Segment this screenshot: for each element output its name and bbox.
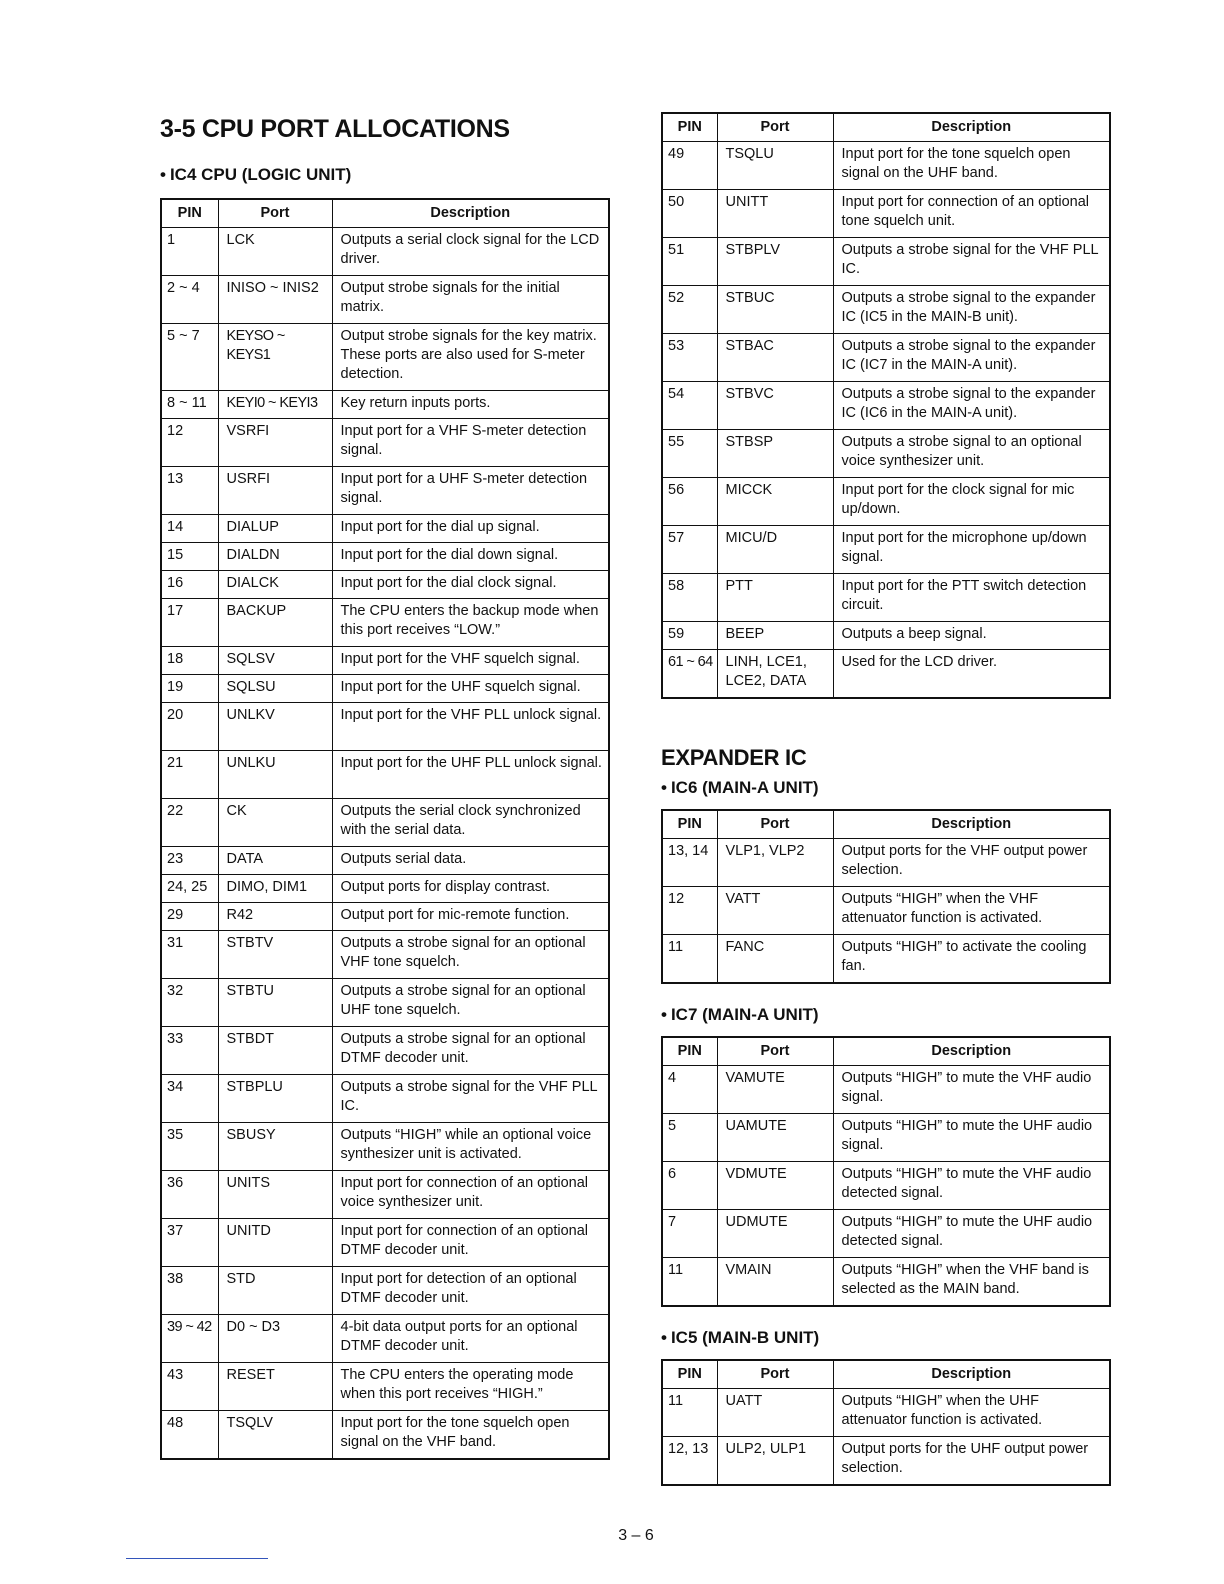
table-row	[161, 1171, 609, 1219]
port-cell: STD	[218, 1267, 332, 1315]
table-row	[662, 574, 1110, 622]
port-cell: MICU/D	[717, 526, 833, 574]
header-port: Port	[218, 199, 332, 228]
description-cell: Input port for the PTT switch detection circuit.	[833, 574, 1110, 622]
description-cell: Outputs a serial clock signal for the LCD driver.	[332, 228, 609, 276]
port-cell: MICCK	[717, 478, 833, 526]
port-cell: LINH, LCE1, LCE2, DATA	[717, 650, 833, 699]
pin-cell: 59	[662, 622, 717, 650]
description-cell: Input port for connection of an optional tone squelch unit.	[833, 190, 1110, 238]
table-header-row	[662, 1037, 1110, 1066]
description-cell: Outputs “HIGH” when the VHF band is selected as the MAIN band.	[833, 1258, 1110, 1307]
port-cell: SBUSY	[218, 1123, 332, 1171]
table-row	[161, 419, 609, 467]
table-row	[161, 675, 609, 703]
table-row	[662, 190, 1110, 238]
pin-cell: 55	[662, 430, 717, 478]
table-row	[662, 382, 1110, 430]
table-row	[662, 142, 1110, 190]
port-cell: VATT	[717, 887, 833, 935]
pin-cell: 57	[662, 526, 717, 574]
ic7-title: • IC7 (MAIN-A UNIT)	[661, 1002, 1111, 1028]
pin-cell: 5 ~ 7	[161, 324, 218, 391]
table-row	[662, 526, 1110, 574]
port-cell: KEYI0 ~ KEYI3	[218, 391, 332, 419]
table-row	[161, 847, 609, 875]
description-cell: Key return inputs ports.	[332, 391, 609, 419]
description-cell: Outputs a beep signal.	[833, 622, 1110, 650]
port-cell: SQLSU	[218, 675, 332, 703]
port-cell: STBDT	[218, 1027, 332, 1075]
description-cell: Outputs serial data.	[332, 847, 609, 875]
description-cell: Outputs a strobe signal to the expander IC (IC7 in the MAIN-A unit).	[833, 334, 1110, 382]
pin-cell: 53	[662, 334, 717, 382]
description-cell: Input port for the dial clock signal.	[332, 571, 609, 599]
footer-divider	[126, 1558, 268, 1559]
table-row	[161, 599, 609, 647]
pin-cell: 1	[161, 228, 218, 276]
port-cell: STBTU	[218, 979, 332, 1027]
pin-cell: 36	[161, 1171, 218, 1219]
table-row	[662, 887, 1110, 935]
pin-cell: 22	[161, 799, 218, 847]
pin-cell: 12, 13	[662, 1437, 717, 1486]
header-description: Description	[833, 1360, 1110, 1389]
table-row	[662, 478, 1110, 526]
table-row	[662, 1066, 1110, 1114]
ic5-table	[661, 1359, 1111, 1486]
ic4-title: • IC4 CPU (LOGIC UNIT)	[160, 162, 610, 188]
pin-cell: 2 ~ 4	[161, 276, 218, 324]
description-cell: Output ports for the UHF output power selection.	[833, 1437, 1110, 1486]
table-row	[161, 1219, 609, 1267]
header-description: Description	[332, 199, 609, 228]
pin-cell: 50	[662, 190, 717, 238]
pin-cell: 8 ~ 11	[161, 391, 218, 419]
pin-cell: 16	[161, 571, 218, 599]
table-row	[161, 324, 609, 391]
port-cell: UNITT	[717, 190, 833, 238]
table-row	[662, 1162, 1110, 1210]
description-cell: Outputs a strobe signal to an optional voice synthesizer unit.	[833, 430, 1110, 478]
description-cell: Output port for mic-remote function.	[332, 903, 609, 931]
description-cell: Output strobe signals for the initial matrix.	[332, 276, 609, 324]
pin-cell: 21	[161, 751, 218, 799]
table-row	[662, 1210, 1110, 1258]
description-cell: Input port for detection of an optional DTMF decoder unit.	[332, 1267, 609, 1315]
table-row	[161, 467, 609, 515]
table-row	[161, 228, 609, 276]
table-row	[161, 799, 609, 847]
table-row	[662, 1437, 1110, 1486]
pin-cell: 56	[662, 478, 717, 526]
pin-cell: 43	[161, 1363, 218, 1411]
header-pin: PIN	[662, 113, 717, 142]
pin-cell: 11	[662, 935, 717, 984]
header-port: Port	[717, 1360, 833, 1389]
description-cell: Outputs “HIGH” to activate the cooling fan.	[833, 935, 1110, 984]
port-cell: SQLSV	[218, 647, 332, 675]
description-cell: Outputs “HIGH” while an optional voice synthesizer unit is activated.	[332, 1123, 609, 1171]
pin-cell: 51	[662, 238, 717, 286]
port-cell: KEYSO ~ KEYS1	[218, 324, 332, 391]
pin-cell: 31	[161, 931, 218, 979]
port-cell: STBTV	[218, 931, 332, 979]
pin-cell: 18	[161, 647, 218, 675]
description-cell: Outputs a strobe signal for the VHF PLL IC.	[833, 238, 1110, 286]
port-cell: DIMO, DIM1	[218, 875, 332, 903]
port-cell: VSRFI	[218, 419, 332, 467]
table-header-row	[662, 810, 1110, 839]
expander-title: EXPANDER IC	[661, 745, 807, 770]
pin-cell: 33	[161, 1027, 218, 1075]
table-row	[161, 1267, 609, 1315]
pin-cell: 48	[161, 1411, 218, 1460]
port-cell: STBAC	[717, 334, 833, 382]
description-cell: 4-bit data output ports for an optional DTMF decoder unit.	[332, 1315, 609, 1363]
description-cell: Input port for the dial down signal.	[332, 543, 609, 571]
pin-cell: 61 ~ 64	[662, 650, 717, 699]
table-row	[161, 571, 609, 599]
port-cell: VMAIN	[717, 1258, 833, 1307]
description-cell: Output ports for the VHF output power selection.	[833, 839, 1110, 887]
table-header-row	[662, 113, 1110, 142]
description-cell: Input port for a VHF S-meter detection signal.	[332, 419, 609, 467]
port-cell: TSQLV	[218, 1411, 332, 1460]
port-cell: VAMUTE	[717, 1066, 833, 1114]
header-description: Description	[833, 113, 1110, 142]
pin-cell: 12	[662, 887, 717, 935]
port-cell: ULP2, ULP1	[717, 1437, 833, 1486]
ic7-table	[661, 1036, 1111, 1307]
description-cell: Input port for the clock signal for mic up/down.	[833, 478, 1110, 526]
description-cell: Input port for the UHF PLL unlock signal.	[332, 751, 609, 799]
port-cell: STBVC	[717, 382, 833, 430]
port-cell: DIALUP	[218, 515, 332, 543]
description-cell: Output ports for display contrast.	[332, 875, 609, 903]
description-cell: Input port for the dial up signal.	[332, 515, 609, 543]
description-cell: Input port for the microphone up/down signal.	[833, 526, 1110, 574]
table-row	[662, 622, 1110, 650]
port-cell: RESET	[218, 1363, 332, 1411]
description-cell: Input port for the tone squelch open signal on the VHF band.	[332, 1411, 609, 1460]
port-cell: R42	[218, 903, 332, 931]
description-cell: Outputs a strobe signal for an optional VHF tone squelch.	[332, 931, 609, 979]
pin-cell: 20	[161, 703, 218, 751]
description-cell: Input port for the VHF squelch signal.	[332, 647, 609, 675]
table-row	[161, 391, 609, 419]
description-cell: Input port for connection of an optional DTMF decoder unit.	[332, 1219, 609, 1267]
description-cell: Outputs a strobe signal for an optional DTMF decoder unit.	[332, 1027, 609, 1075]
port-cell: UDMUTE	[717, 1210, 833, 1258]
port-cell: TSQLU	[717, 142, 833, 190]
port-cell: UNLKU	[218, 751, 332, 799]
table-row	[161, 903, 609, 931]
table-row	[161, 515, 609, 543]
table-row	[161, 703, 609, 751]
table-row	[161, 276, 609, 324]
header-pin: PIN	[662, 1037, 717, 1066]
table-row	[662, 935, 1110, 984]
header-description: Description	[833, 810, 1110, 839]
pin-cell: 4	[662, 1066, 717, 1114]
description-cell: Outputs “HIGH” when the UHF attenuator function is activated.	[833, 1389, 1110, 1437]
pin-cell: 5	[662, 1114, 717, 1162]
port-cell: STBPLU	[218, 1075, 332, 1123]
ic6-table	[661, 809, 1111, 984]
table-header-row	[161, 199, 609, 228]
description-cell: Input port for a UHF S-meter detection signal.	[332, 467, 609, 515]
pin-cell: 7	[662, 1210, 717, 1258]
pin-cell: 13	[161, 467, 218, 515]
port-cell: DATA	[218, 847, 332, 875]
header-pin: PIN	[662, 1360, 717, 1389]
pin-cell: 13, 14	[662, 839, 717, 887]
page-number: 3 – 6	[618, 1527, 654, 1544]
description-cell: Input port for connection of an optional voice synthesizer unit.	[332, 1171, 609, 1219]
table-row	[161, 647, 609, 675]
pin-cell: 52	[662, 286, 717, 334]
pin-cell: 32	[161, 979, 218, 1027]
ic6-title: • IC6 (MAIN-A UNIT)	[661, 775, 1111, 801]
description-cell: Output strobe signals for the key matrix. These ports are also used for S-meter detection.	[332, 324, 609, 391]
port-cell: DIALDN	[218, 543, 332, 571]
port-cell: STBPLV	[717, 238, 833, 286]
ic4-continued-table	[661, 112, 1111, 699]
pin-cell: 24, 25	[161, 875, 218, 903]
header-pin: PIN	[662, 810, 717, 839]
description-cell: Outputs a strobe signal for an optional UHF tone squelch.	[332, 979, 609, 1027]
port-cell: UATT	[717, 1389, 833, 1437]
pin-cell: 38	[161, 1267, 218, 1315]
pin-cell: 14	[161, 515, 218, 543]
pin-cell: 37	[161, 1219, 218, 1267]
pin-cell: 19	[161, 675, 218, 703]
port-cell: INISO ~ INIS2	[218, 276, 332, 324]
table-row	[161, 931, 609, 979]
description-cell: Outputs a strobe signal to the expander IC (IC5 in the MAIN-B unit).	[833, 286, 1110, 334]
right-column	[661, 112, 1111, 1486]
port-cell: STBUC	[717, 286, 833, 334]
pin-cell: 39 ~ 42	[161, 1315, 218, 1363]
port-cell: UNLKV	[218, 703, 332, 751]
table-row	[662, 1114, 1110, 1162]
description-cell: Outputs “HIGH” to mute the UHF audio signal.	[833, 1114, 1110, 1162]
port-cell: BACKUP	[218, 599, 332, 647]
pin-cell: 58	[662, 574, 717, 622]
description-cell: Input port for the VHF PLL unlock signal.	[332, 703, 609, 751]
table-row	[662, 1389, 1110, 1437]
port-cell: DIALCK	[218, 571, 332, 599]
pin-cell: 35	[161, 1123, 218, 1171]
description-cell: Used for the LCD driver.	[833, 650, 1110, 699]
pin-cell: 23	[161, 847, 218, 875]
pin-cell: 17	[161, 599, 218, 647]
description-cell: Input port for the tone squelch open signal on the UHF band.	[833, 142, 1110, 190]
pin-cell: 29	[161, 903, 218, 931]
table-row	[662, 1258, 1110, 1307]
table-row	[161, 1027, 609, 1075]
pin-cell: 11	[662, 1389, 717, 1437]
description-cell: The CPU enters the backup mode when this port receives “LOW.”	[332, 599, 609, 647]
description-cell: Outputs “HIGH” to mute the VHF audio detected signal.	[833, 1162, 1110, 1210]
port-cell: FANC	[717, 935, 833, 984]
table-row	[161, 1075, 609, 1123]
header-port: Port	[717, 113, 833, 142]
table-row	[161, 979, 609, 1027]
pin-cell: 12	[161, 419, 218, 467]
header-description: Description	[833, 1037, 1110, 1066]
description-cell: Outputs “HIGH” to mute the UHF audio detected signal.	[833, 1210, 1110, 1258]
port-cell: STBSP	[717, 430, 833, 478]
pin-cell: 15	[161, 543, 218, 571]
port-cell: CK	[218, 799, 332, 847]
description-cell: Outputs “HIGH” when the VHF attenuator function is activated.	[833, 887, 1110, 935]
description-cell: Outputs the serial clock synchronized with the serial data.	[332, 799, 609, 847]
ic5-title: • IC5 (MAIN-B UNIT)	[661, 1325, 1111, 1351]
table-row	[662, 839, 1110, 887]
table-row	[662, 334, 1110, 382]
pin-cell: 54	[662, 382, 717, 430]
description-cell: Outputs a strobe signal for the VHF PLL IC.	[332, 1075, 609, 1123]
port-cell: LCK	[218, 228, 332, 276]
ic4-table	[160, 198, 610, 1460]
description-cell: Input port for the UHF squelch signal.	[332, 675, 609, 703]
table-row	[161, 1123, 609, 1171]
table-row	[161, 1315, 609, 1363]
left-column	[160, 112, 610, 1460]
table-row	[161, 1363, 609, 1411]
port-cell: VLP1, VLP2	[717, 839, 833, 887]
page-title: 3-5 CPU PORT ALLOCATIONS	[160, 115, 510, 143]
port-cell: UNITS	[218, 1171, 332, 1219]
pin-cell: 34	[161, 1075, 218, 1123]
port-cell: VDMUTE	[717, 1162, 833, 1210]
table-header-row	[662, 1360, 1110, 1389]
table-row	[662, 286, 1110, 334]
pin-cell: 6	[662, 1162, 717, 1210]
table-row	[662, 650, 1110, 699]
port-cell: UNITD	[218, 1219, 332, 1267]
table-row	[662, 238, 1110, 286]
header-port: Port	[717, 810, 833, 839]
table-row	[161, 751, 609, 799]
pin-cell: 11	[662, 1258, 717, 1307]
port-cell: D0 ~ D3	[218, 1315, 332, 1363]
port-cell: USRFI	[218, 467, 332, 515]
port-cell: UAMUTE	[717, 1114, 833, 1162]
header-pin: PIN	[161, 199, 218, 228]
description-cell: Outputs a strobe signal to the expander IC (IC6 in the MAIN-A unit).	[833, 382, 1110, 430]
description-cell: The CPU enters the operating mode when this port receives “HIGH.”	[332, 1363, 609, 1411]
port-cell: BEEP	[717, 622, 833, 650]
table-row	[161, 875, 609, 903]
table-row	[161, 543, 609, 571]
port-cell: PTT	[717, 574, 833, 622]
table-row	[161, 1411, 609, 1460]
pin-cell: 49	[662, 142, 717, 190]
header-port: Port	[717, 1037, 833, 1066]
description-cell: Outputs “HIGH” to mute the VHF audio signal.	[833, 1066, 1110, 1114]
table-row	[662, 430, 1110, 478]
